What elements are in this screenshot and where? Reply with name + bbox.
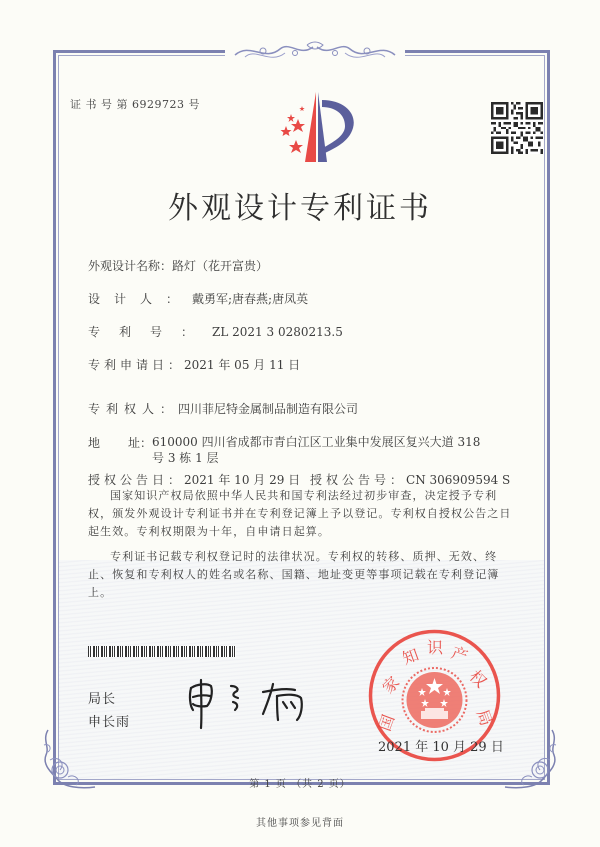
grant-number-value: CN 306909594 S: [406, 473, 511, 487]
application-date-label: 专利申请日：: [88, 358, 185, 372]
grant-date-field: [88, 471, 300, 488]
patentee-value: 四川菲尼特金属制品制造有限公司: [178, 402, 359, 416]
svg-text:权: 权: [465, 666, 491, 692]
director-title: 局长: [88, 692, 117, 707]
patent-number-field: [88, 323, 343, 340]
footer-note: 其他事项参见背面: [256, 818, 344, 829]
qr-code-icon[interactable]: [491, 99, 543, 157]
barcode: [88, 646, 236, 657]
design-name-value: 路灯（花开富贵）: [172, 259, 269, 273]
certificate-title: 外观设计专利证书: [168, 191, 432, 226]
designers-value: 戴勇军;唐春燕;唐凤英: [192, 292, 309, 306]
designers-label: 设计人：: [88, 292, 193, 306]
grant-number-field: [310, 471, 510, 488]
patent-number-label: 专利号：: [88, 325, 213, 339]
legal-status-paragraph: 专利证书记载专利权登记时的法律状况。专利权的转移、质押、无效、终止、恢复和专利权人的姓名或名称、国籍、地址变更等事项记载在专利登记簿上。: [88, 550, 500, 599]
seal-date: 2021 年 10 月 29 日: [378, 740, 504, 755]
address-label: [88, 434, 152, 451]
patentee-label: 专利权人：: [88, 402, 179, 416]
grant-statement-paragraph: 国家知识产权局依照中华人民共和国专利法经过初步审查，决定授予专利权，颁发外观设计专利证书并在专利登记簿上予以登记。专利权自授权公告之日起生效。专利权期限为十年，自申请日起算。: [88, 489, 512, 538]
address-label-right: 址：: [127, 436, 152, 450]
grant-number-label: 授权公告号：: [310, 473, 407, 487]
svg-text:局: 局: [472, 706, 497, 729]
application-date-value: 2021 年 05 月 11 日: [184, 358, 301, 372]
address-label-left: 地: [88, 436, 101, 450]
page-indicator: 第 1 页 （共 2 页）: [249, 779, 351, 790]
top-ornament-icon: [225, 37, 405, 67]
svg-text:识: 识: [427, 638, 444, 657]
address-value: 610000 四川省成都市青白江区工业集中发展区复兴大道 318 号 3 栋 1 层: [152, 435, 481, 465]
svg-text:知: 知: [399, 644, 422, 669]
svg-text:家: 家: [378, 672, 404, 698]
certificate-number: 证 书 号 第 6929723 号: [70, 98, 200, 111]
svg-text:国: 国: [374, 712, 399, 734]
director-name: 申长雨: [88, 715, 131, 730]
grant-date-label: 授权公告日：: [88, 473, 185, 487]
svg-text:产: 产: [448, 642, 471, 667]
address-field: [88, 434, 492, 466]
cnipa-logo-icon: [265, 92, 355, 172]
design-name-field: [88, 257, 268, 274]
patentee-field: [88, 400, 358, 417]
patent-number-value: ZL 2021 3 0280213.5: [212, 325, 343, 339]
designers-field: [88, 290, 308, 307]
application-date-field: [88, 356, 300, 373]
grant-date-value: 2021 年 10 月 29 日: [184, 473, 301, 487]
signature-icon: [183, 676, 323, 731]
design-name-label: 外观设计名称：: [88, 259, 173, 273]
